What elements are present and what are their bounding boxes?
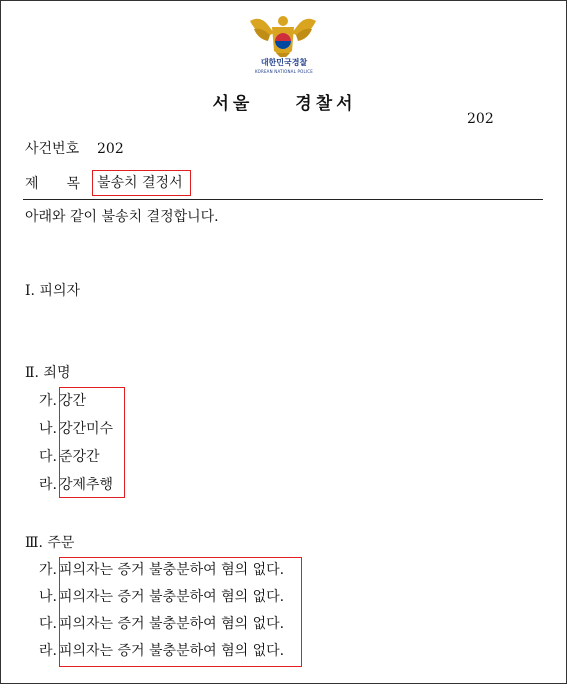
case-number-label: 사건번호 [25,141,80,157]
order-text: 피의자는 증거 불충분하여 혐의 없다. [58,643,285,659]
order-text: 피의자는 증거 불충분하여 혐의 없다. [58,616,285,632]
header-divider [23,199,543,200]
charge-item [39,391,86,411]
order-item [39,587,284,607]
section-charges-title: Ⅱ. 죄명 [25,365,71,381]
order-item [39,641,284,661]
charge-text: 강제추행 [58,477,114,493]
order-marker: 다. [39,616,57,632]
order-marker: 라. [39,643,57,659]
order-text: 피의자는 증거 불충분하여 혐의 없다. [58,589,285,605]
charge-marker: 가. [39,393,57,409]
order-text: 피의자는 증거 불충분하여 혐의 없다. [58,562,285,578]
charge-text: 준강간 [58,449,100,465]
logo-english-text: KOREAN NATIONAL POLICE [255,69,313,74]
charge-item [39,447,100,467]
order-item [39,614,284,634]
charge-marker: 나. [39,421,57,437]
document-title: 서울 경찰서 [212,94,357,114]
charge-text: 강간 [58,393,87,409]
order-item [39,560,284,580]
document-year: 202 [467,111,494,127]
section-suspect-title: Ⅰ. 피의자 [25,283,81,299]
charge-marker: 라. [39,477,57,493]
section-orders-title: Ⅲ. 주문 [25,535,75,551]
subject-label: 제 목 [25,176,81,192]
intro-text: 아래와 같이 불송치 결정합니다. [25,209,219,225]
order-marker: 나. [39,589,57,605]
logo-korean-text: 대한민국경찰 [260,58,308,67]
subject-value: 불송치 결정서 [97,175,183,191]
charge-marker: 다. [39,449,57,465]
order-marker: 가. [39,562,57,578]
charge-text: 강간미수 [58,421,114,437]
charge-item [39,419,113,439]
charge-item [39,475,113,495]
case-number-value: 202 [97,141,124,157]
